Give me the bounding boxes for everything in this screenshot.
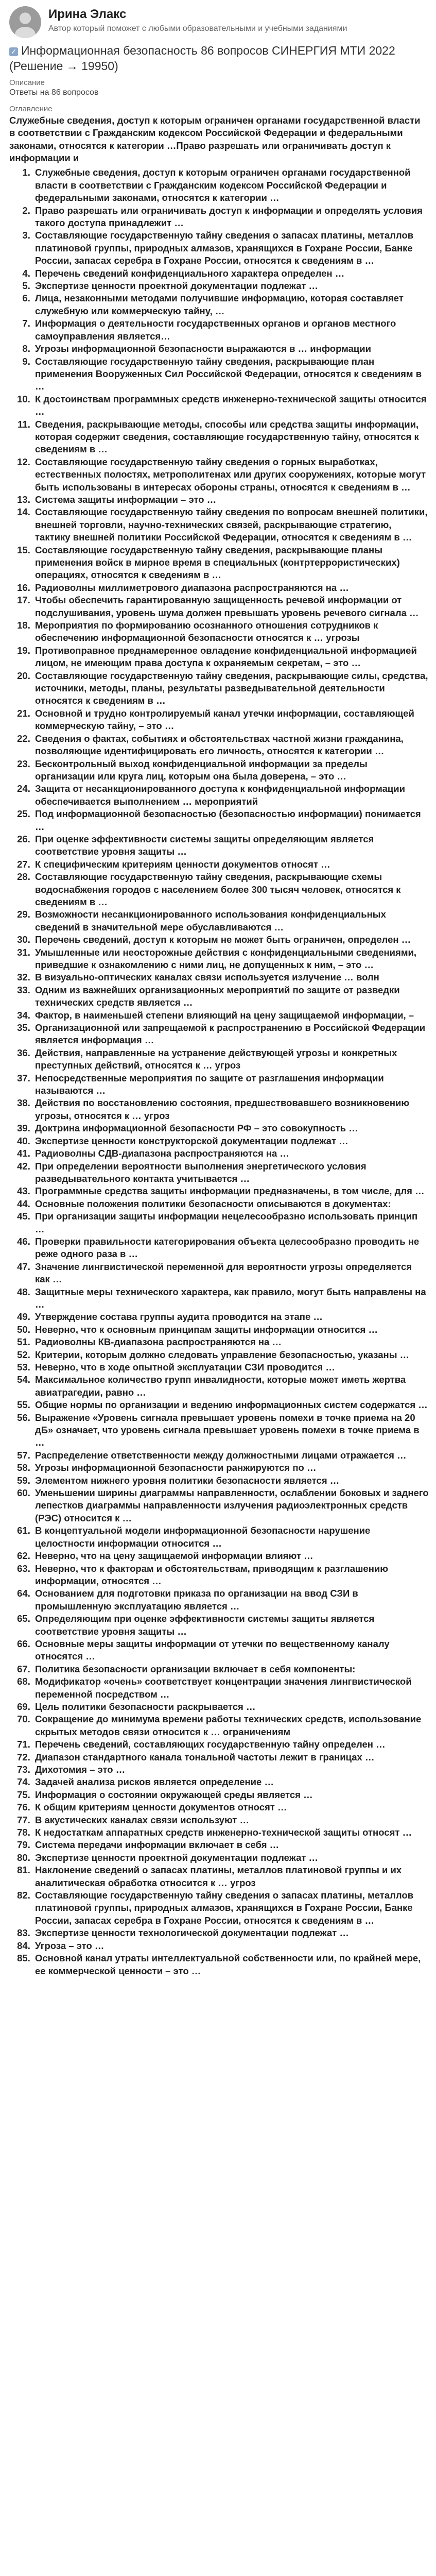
question-item: 11. Сведения, раскрывающие методы, способы или средства защиты информации, которая содержит сведения, составляющие государственную тайну, относятся к сведениям в …: [33, 418, 429, 456]
question-item: 19. Противоправное преднамеренное овладение конфиденциальной информацией лицом, не имеющим права доступа к охраняемым секретам, – это …: [33, 645, 429, 670]
question-item: 52. Критерии, которым должно следовать управление безопасностью, указаны …: [33, 1349, 429, 1361]
question-item: 25. Под информационной безопасностью (безопасностью информации) понимается …: [33, 808, 429, 833]
questions-list: [9, 166, 429, 1977]
question-item: 56. Выражение «Уровень сигнала превышает уровень помехи в точке приема на 20 дБ» означает, что уровень сигнала превышает уровень помехи в точке приема в …: [33, 1412, 429, 1449]
question-item: 46. Проверки правильности категорирования объекта целесообразно проводить не реже одного раза в …: [33, 1235, 429, 1261]
question-item: 23. Бесконтрольный выход конфиденциальной информации за пределы организации или круга лиц, которым она была доверена, – это …: [33, 758, 429, 783]
question-item: 7. Информация о деятельности государственных органов и органов местного самоуправления является…: [33, 317, 429, 343]
question-item: 27. К специфическим критериям ценности документов относят …: [33, 858, 429, 871]
question-item: 75. Информация о состоянии окружающей среды является …: [33, 1789, 429, 1801]
question-item: 30. Перечень сведений, доступ к которым не может быть ограничен, определен …: [33, 934, 429, 946]
question-item: 41. Радиоволны СДВ-диапазона распространяются на …: [33, 1147, 429, 1160]
question-item: 51. Радиоволны КВ-диапазона распространяются на …: [33, 1336, 429, 1348]
question-item: 49. Утверждение состава группы аудита проводится на этапе …: [33, 1311, 429, 1323]
question-item: 24. Защита от несанкционированного доступа к конфиденциальной информации обеспечивается выполнением … мероприятий: [33, 783, 429, 808]
question-item: 54. Максимальное количество групп инвалидности, которые может иметь жертва авиатрагедии, равно …: [33, 1374, 429, 1399]
avatar[interactable]: [9, 6, 41, 38]
question-item: 29. Возможности несанкционированного использования конфиденциальных сведений в значительной мере обуславливаются …: [33, 908, 429, 934]
question-item: 72. Диапазон стандартного канала тональной частоты лежит в границах …: [33, 1751, 429, 1764]
question-item: 83. Экспертизе ценности технологической документации подлежат …: [33, 1927, 429, 1939]
question-item: 5. Экспертизе ценности проектной документации подлежат …: [33, 280, 429, 292]
question-item: 82. Составляющие государственную тайну сведения о запасах платины, металлов платиновой группы, природных алмазов, хранящихся в Гохране России, Банке России, запасах серебра в Гохране России, относятся к сведениям в …: [33, 1889, 429, 1927]
question-item: 58. Угрозы информационной безопасности ранжируются по …: [33, 1462, 429, 1474]
question-item: 33. Одним из важнейших организационных мероприятий по защите от разведки технических средств является …: [33, 984, 429, 1009]
description-label: Описание: [9, 78, 45, 87]
title-text: Информационная безопасность 86 вопросов СИНЕРГИЯ МТИ 2022 (Решение → 19950): [9, 44, 395, 73]
question-item: 34. Фактор, в наименьшей степени влияющий на цену защищаемой информации, –: [33, 1009, 429, 1022]
author-info: [48, 6, 347, 35]
question-item: 66. Основные меры защиты информации от утечки по вещественному каналу относятся …: [33, 1638, 429, 1663]
question-item: 20. Составляющие государственную тайну сведения, раскрывающие силы, средства, источники, методы, планы, результаты разведывательной деятельности относятся к сведениям в …: [33, 670, 429, 707]
question-item: 59. Элементом нижнего уровня политики безопасности является …: [33, 1475, 429, 1487]
question-item: 63. Неверно, что к факторам и обстоятельствам, приводящим к разглашению информации, относятся …: [33, 1563, 429, 1588]
question-item: 3. Составляющие государственную тайну сведения о запасах платины, металлов платиновой группы, природных алмазов, хранящихся в Гохране России, Банке России, запасах серебра в Гохране России, относятся к сведениям в …: [33, 229, 429, 267]
question-item: 61. В концептуальной модели информационной безопасности нарушение целостности информации относится …: [33, 1524, 429, 1550]
question-item: 28. Составляющие государственную тайну сведения, раскрывающие схемы водоснабжения городов с населением более 300 тысяч человек, относятся к сведениям в …: [33, 871, 429, 908]
question-item: 62. Неверно, что на цену защищаемой информации влияют …: [33, 1550, 429, 1562]
question-item: 39. Доктрина информационной безопасности РФ – это совокупность …: [33, 1122, 429, 1134]
check-square-icon: ✓: [9, 47, 18, 56]
question-item: 32. В визуально-оптических каналах связи используется излучение … волн: [33, 971, 429, 984]
question-item: 60. Уменьшении ширины диаграммы направленности, ослаблении боковых и заднего лепестков диаграммы направленности излучения радиоэлектронных средств (РЭС) относится к …: [33, 1487, 429, 1524]
question-item: 15. Составляющие государственную тайну сведения, раскрывающие планы применения войск в мирное время в специальных (контртеррористических) операциях, относятся к сведениям в …: [33, 544, 429, 582]
question-item: 71. Перечень сведений, составляющих государственную тайну определен …: [33, 1738, 429, 1751]
question-item: 85. Основной канал утраты интеллектуальной собственности или, по крайней мере, ее коммерческой ценности – это …: [33, 1952, 429, 1977]
question-item: 57. Распределение ответственности между должностными лицами отражается …: [33, 1449, 429, 1462]
question-item: 68. Модификатор «очень» соответствует концентрации значения лингвистической переменной посредством …: [33, 1675, 429, 1701]
question-item: 81. Наклонение сведений о запасах платины, металлов платиновой группы и их аналитическая обработка относится к … угроз: [33, 1864, 429, 1889]
question-item: 10. К достоинствам программных средств инженерно-технической защиты относится …: [33, 393, 429, 418]
question-item: 12. Составляющие государственную тайну сведения о горных выработках, естественных полостях, метрополитенах или других сооружениях, которые могут быть использованы в интересах обороны страны, относятся к сведениям в …: [33, 456, 429, 494]
question-item: 9. Составляющие государственную тайну сведения, раскрывающие план применения Вооруженных Сил Российской Федерации, относятся к сведениям в …: [33, 355, 429, 393]
question-item: 13. Система защиты информации – это …: [33, 494, 429, 506]
question-item: 45. При организации защиты информации нецелесообразно использовать принцип …: [33, 1210, 429, 1235]
question-item: 37. Непосредственные мероприятия по защите от разглашения информации называются …: [33, 1072, 429, 1097]
question-item: 47. Значение лингвистической переменной для вероятности угрозы определяется как …: [33, 1261, 429, 1286]
question-item: 42. При определении вероятности выполнения энергетического условия разведывательного контакта учитывается …: [33, 1160, 429, 1185]
question-item: 14. Составляющие государственную тайну сведения по вопросам внешней политики, внешней торговли, научно-технических связей, раскрывающие стратегию, тактику внешней политики Российской Федерации, относятся к сведениям в …: [33, 506, 429, 544]
question-item: 48. Защитные меры технического характера, как правило, могут быть направлены на …: [33, 1286, 429, 1311]
toc-intro: Служебные сведения, доступ к которым ограничен органами государственной власти в соответствии с Гражданским кодексом Российской Федерации и федеральными законами, относятся к категории …Право разрешать или ограничивать доступ к информации и: [9, 114, 421, 163]
question-item: 16. Радиоволны миллиметрового диапазона распространяются на …: [33, 582, 429, 594]
question-item: 79. Система передачи информации включает в себя …: [33, 1839, 429, 1851]
toc-label: Оглавление: [9, 104, 53, 113]
page-title: [9, 43, 429, 74]
question-item: 64. Основанием для подготовки приказа по организации на ввод СЗИ в промышленную эксплуатацию является …: [33, 1587, 429, 1613]
question-item: 44. Основные положения политики безопасности описываются в документах:: [33, 1198, 429, 1210]
question-item: 38. Действия по восстановлению состояния, предшествовавшего возникновению угрозы, относятся к … угроз: [33, 1097, 429, 1122]
question-item: 84. Угроза – это …: [33, 1940, 429, 1952]
question-item: 40. Экспертизе ценности конструкторской документации подлежат …: [33, 1135, 429, 1147]
question-item: 1. Служебные сведения, доступ к которым ограничен органами государственной власти в соответствии с Гражданским кодексом Российской Федерации и федеральными законами, относятся к категории …: [33, 166, 429, 204]
question-item: 55. Общие нормы по организации и ведению информационных систем содержатся …: [33, 1399, 429, 1411]
author-name[interactable]: Ирина Элакс: [48, 7, 127, 21]
question-item: 74. Задачей анализа рисков является определение …: [33, 1776, 429, 1788]
author-description: Автор который поможет с любыми образовательными и учебными заданиями: [48, 24, 347, 33]
author-block: [9, 6, 429, 38]
question-item: 6. Лица, незаконными методами получившие информацию, которая составляет служебную или коммерческую тайну, …: [33, 292, 429, 317]
question-item: 31. Умышленные или неосторожные действия с конфиденциальными сведениями, приведшие к ознакомлению с ними лиц, не допущенных к ним, – это …: [33, 946, 429, 972]
question-item: 8. Угрозы информационной безопасности выражаются в … информации: [33, 343, 429, 355]
question-item: 4. Перечень сведений конфиденциального характера определен …: [33, 267, 429, 280]
question-item: 67. Политика безопасности организации включает в себя компоненты:: [33, 1663, 429, 1675]
question-item: 77. В акустических каналах связи используют …: [33, 1814, 429, 1826]
question-item: 43. Программные средства защиты информации предназначены, в том числе, для …: [33, 1185, 429, 1197]
question-item: 76. К общим критериям ценности документов относят …: [33, 1801, 429, 1814]
question-item: 35. Организационной или запрещаемой к распространению в Российской Федерации является информация …: [33, 1022, 429, 1047]
question-item: 50. Неверно, что к основным принципам защиты информации относится …: [33, 1324, 429, 1336]
question-item: 26. При оценке эффективности системы защиты определяющим является соответствие уровня защиты …: [33, 833, 429, 858]
question-item: 17. Чтобы обеспечить гарантированную защищенность речевой информации от подслушивания, уровень шума должен превышать уровень речевого сигнала …: [33, 594, 429, 619]
question-item: 22. Сведения о фактах, событиях и обстоятельствах частной жизни гражданина, позволяющие идентифицировать его личность, относятся к категории …: [33, 733, 429, 758]
description-text: Ответы на 86 вопросов: [9, 88, 99, 97]
question-item: 21. Основной и трудно контролируемый канал утечки информации, составляющей коммерческую тайну, – это …: [33, 707, 429, 733]
question-item: 65. Определяющим при оценке эффективности системы защиты является соответствие уровня защиты …: [33, 1613, 429, 1638]
question-item: 80. Экспертизе ценности проектной документации подлежат …: [33, 1852, 429, 1864]
question-item: 36. Действия, направленные на устранение действующей угрозы и конкретных преступных действий, относятся к … угроз: [33, 1047, 429, 1072]
question-item: 2. Право разрешать или ограничивать доступ к информации и определять условия такого доступа принадлежит …: [33, 205, 429, 230]
question-item: 69. Цель политики безопасности раскрывается …: [33, 1701, 429, 1713]
question-item: 18. Мероприятия по формированию осознанного отношения сотрудников к обеспечению информационной безопасности относятся к … угрозы: [33, 619, 429, 645]
question-item: 78. К недостаткам аппаратных средств инженерно-технической защиты относят …: [33, 1826, 429, 1839]
question-item: 73. Дихотомия – это …: [33, 1764, 429, 1776]
question-item: 70. Сокращение до минимума времени работы технических средств, использование скрытых методов связи относится к … ограничениям: [33, 1713, 429, 1738]
question-item: 53. Неверно, что в ходе опытной эксплуатации СЗИ проводится …: [33, 1361, 429, 1374]
